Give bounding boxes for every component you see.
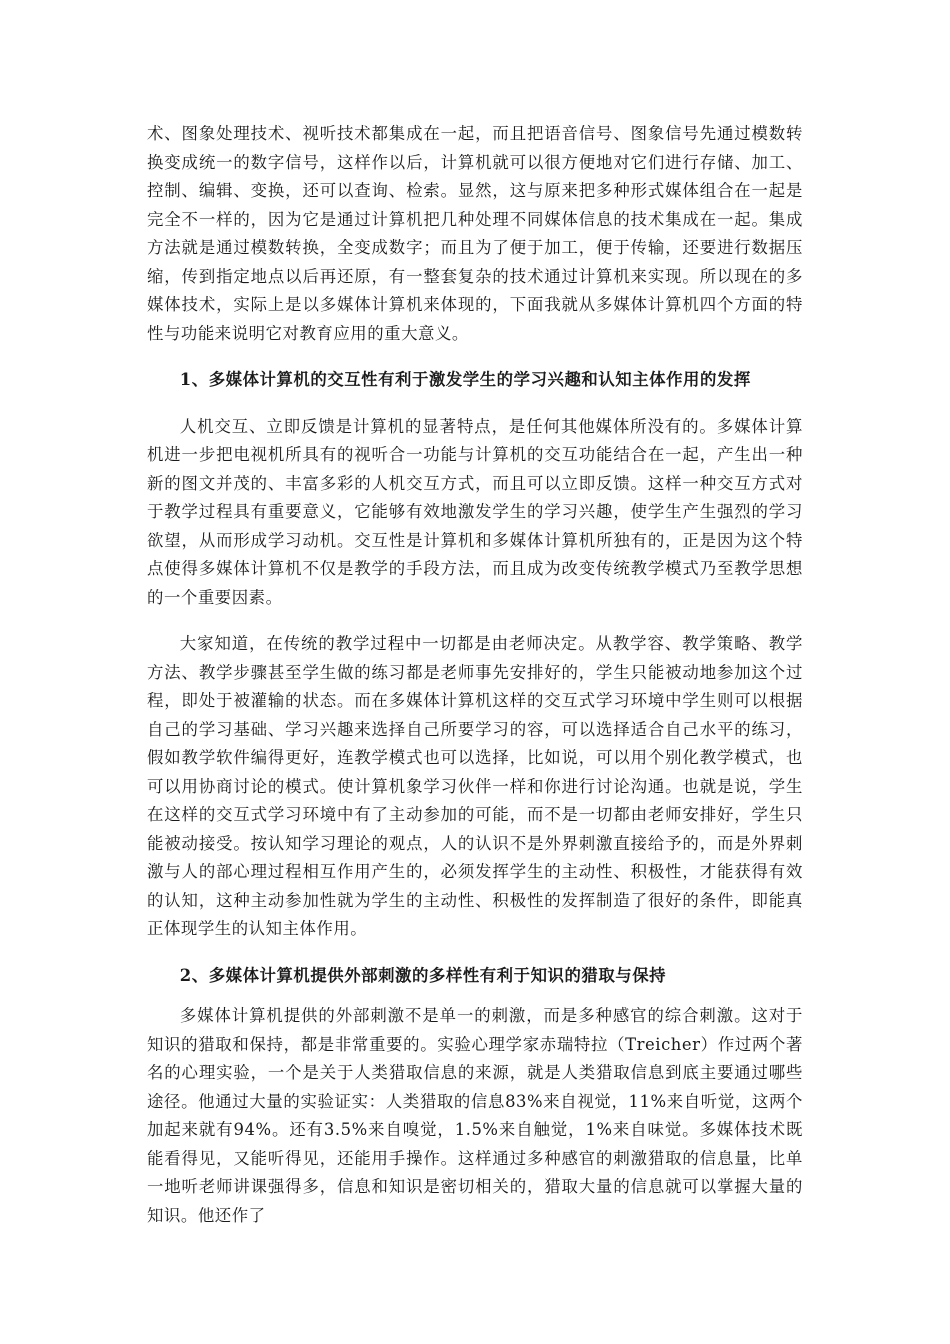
paragraph-integration-intro: 术、图象处理技术、视听技术都集成在一起，而且把语音信号、图象信号先通过模数转换变成统一的数字信号，这样作以后，计算机就可以很方便地对它们进行存储、加工、控制、编辑、变换，还可以查询、检索。显然，这与原来把多种形式媒体组合在一起是完全不一样的，因为它是通过计算机把几种处理不同媒体信息的技术集成在一起。集成方法就是通过模数转换，全变成数字；而且为了便于加工，便于传输，还要进行数据压缩，传到指定地点以后再还原，有一整套复杂的技术通过计算机来实现。所以现在的多媒体技术，实际上是以多媒体计算机来体现的，下面我就从多媒体计算机四个方面的特性与功能来说明它对教育应用的重大意义。 [147,124,803,343]
section-heading-stimulus-variety: 2、多媒体计算机提供外部刺激的多样性有利于知识的猎取与保持 [179,965,667,985]
document-body [147,120,803,1230]
paragraph-human-computer-interaction: 人机交互、立即反馈是计算机的显著特点，是任何其他媒体所没有的。多媒体计算机进一步把电视机所具有的视听合一功能与计算机的交互功能结合在一起，产生出一种新的图文并茂的、丰富多彩的人机交互方式，而且可以立即反馈。这样一种交互方式对于教学过程具有重要意义，它能够有效地激发学生的学习兴趣，使学生产生强烈的学习欲望，从而形成学习动机。交互性是计算机和多媒体计算机所独有的，正是因为这个特点使得多媒体计算机不仅是教学的手段方法，而且成为改变传统教学模式乃至教学思想的一个重要因素。 [147,416,803,607]
paragraph-sensory-stimulation: 多媒体计算机提供的外部刺激不是单一的刺激，而是多种感官的综合刺激。这对于知识的猎取和保持，都是非常重要的。实验心理学家赤瑞特拉（Treicher）作过两个著名的心理实验，一个是关于人类猎取信息的来源，就是人类猎取信息到底主要通过哪些途径。他通过大量的实验证实：人类猎取的信息83%来自视觉，11%来自听觉，这两个加起来就有94%。还有3.5%来自嗅觉，1.5%来自触觉，1%来自味觉。多媒体技术既能看得见，又能听得见，还能用手操作。这样通过多种感官的刺激猎取的信息量，比单一地听老师讲课强得多，信息和知识是密切相关的，猎取大量的信息就可以掌握大量的知识。他还作了 [147,1006,803,1225]
section-heading-interactivity: 1、多媒体计算机的交互性有利于激发学生的学习兴趣和认知主体作用的发挥 [179,370,751,389]
paragraph-traditional-teaching: 大家知道，在传统的教学过程中一切都是由老师决定。从教学容、教学策略、教学方法、教学步骤甚至学生做的练习都是老师事先安排好的，学生只能被动地参加这个过程，即处于被灌输的状态。而在多媒体计算机这样的交互式学习环境中学生则可以根据自己的学习基础、学习兴趣来选择自己所要学习的容，可以选择适合自己水平的练习，假如教学软件编得更好，连教学模式也可以选择，比如说，可以用个别化教学模式，也可以用协商讨论的模式。使计算机象学习伙伴一样和你进行讨论沟通。也就是说，学生在这样的交互式学习环境中有了主动参加的可能，而不是一切都由老师安排好，学生只能被动接受。按认知学习理论的观点，人的认识不是外界刺激直接给予的，而是外界刺激与人的部心理过程相互作用产生的，必须发挥学生的主动性、积极性，才能获得有效的认知，这种主动参加性就为学生的主动性、积极性的发挥制造了很好的条件，即能真正体现学生的认知主体作用。 [147,634,803,938]
